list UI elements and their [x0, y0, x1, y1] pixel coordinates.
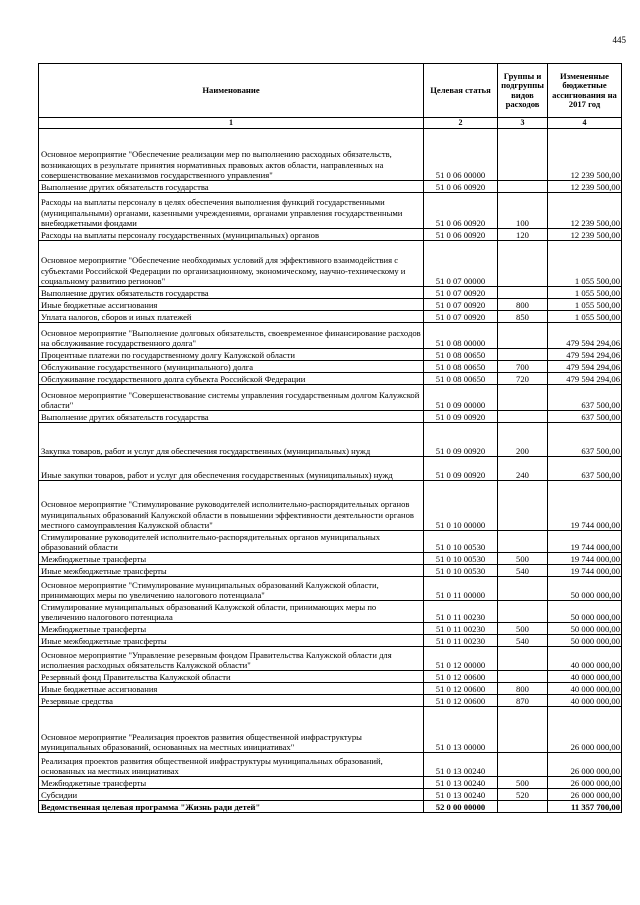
row-name: Выполнение других обязательств государства — [39, 181, 424, 193]
row-name: Резервные средства — [39, 695, 424, 707]
row-group — [498, 241, 548, 287]
row-amount: 1 055 500,00 — [548, 241, 622, 287]
row-amount: 637 500,00 — [548, 423, 622, 457]
row-name: Ведомственная целевая программа "Жизнь ради детей" — [39, 801, 424, 813]
table-row — [39, 671, 622, 683]
row-target-code: 51 0 12 00600 — [424, 671, 498, 683]
row-name: Межбюджетные трансферты — [39, 777, 424, 789]
row-name: Иные бюджетные ассигнования — [39, 299, 424, 311]
row-group — [498, 323, 548, 349]
row-group — [498, 671, 548, 683]
row-amount: 50 000 000,00 — [548, 601, 622, 623]
table-row — [39, 565, 622, 577]
row-amount: 50 000 000,00 — [548, 635, 622, 647]
table-row — [39, 411, 622, 423]
row-amount: 12 239 500,00 — [548, 229, 622, 241]
row-name: Основное мероприятие "Стимулирование муниципальных образований Калужской области, принимающих меры по увеличению налогового потенциала" — [39, 577, 424, 601]
row-target-code: 51 0 09 00000 — [424, 385, 498, 411]
table-row — [39, 241, 622, 287]
row-amount: 19 744 000,00 — [548, 531, 622, 553]
row-name: Иные бюджетные ассигнования — [39, 683, 424, 695]
row-name: Расходы на выплаты персоналу в целях обеспечения выполнения функций государственными (муниципальными) органами, казенными учреждениями, органами управления государственными внебюджетными фондами — [39, 193, 424, 229]
row-group: 850 — [498, 311, 548, 323]
row-target-code: 51 0 12 00600 — [424, 695, 498, 707]
row-target-code: 52 0 00 00000 — [424, 801, 498, 813]
row-group — [498, 577, 548, 601]
row-amount: 1 055 500,00 — [548, 287, 622, 299]
row-target-code: 51 0 06 00920 — [424, 229, 498, 241]
table-row — [39, 457, 622, 481]
row-amount: 50 000 000,00 — [548, 623, 622, 635]
row-group: 540 — [498, 635, 548, 647]
row-target-code: 51 0 06 00000 — [424, 129, 498, 181]
row-amount: 19 744 000,00 — [548, 565, 622, 577]
row-amount: 19 744 000,00 — [548, 481, 622, 531]
column-number: 4 — [548, 118, 622, 129]
table-row — [39, 553, 622, 565]
row-target-code: 51 0 13 00240 — [424, 777, 498, 789]
row-target-code: 51 0 10 00530 — [424, 565, 498, 577]
row-name: Основное мероприятие "Управление резервным фондом Правительства Калужской области для исполнения расходных обязательств Калужской области" — [39, 647, 424, 671]
row-target-code: 51 0 08 00650 — [424, 361, 498, 373]
table-row — [39, 481, 622, 531]
row-group — [498, 647, 548, 671]
row-name: Обслуживание государственного долга субъекта Российской Федерации — [39, 373, 424, 385]
table-row — [39, 287, 622, 299]
row-name: Резервный фонд Правительства Калужской области — [39, 671, 424, 683]
row-group — [498, 707, 548, 753]
row-amount: 12 239 500,00 — [548, 181, 622, 193]
row-name: Расходы на выплаты персоналу государственных (муниципальных) органов — [39, 229, 424, 241]
row-group: 720 — [498, 373, 548, 385]
row-target-code: 51 0 07 00920 — [424, 299, 498, 311]
table-row — [39, 789, 622, 801]
row-group: 800 — [498, 299, 548, 311]
row-name: Обслуживание государственного (муниципального) долга — [39, 361, 424, 373]
row-target-code: 51 0 11 00230 — [424, 623, 498, 635]
row-group — [498, 601, 548, 623]
row-group: 800 — [498, 683, 548, 695]
row-name: Закупка товаров, работ и услуг для обеспечения государственных (муниципальных) нужд — [39, 423, 424, 457]
row-name: Межбюджетные трансферты — [39, 623, 424, 635]
row-target-code: 51 0 07 00000 — [424, 241, 498, 287]
row-name: Основное мероприятие "Выполнение долговых обязательств, своевременное финансирование расходов на обслуживание государственного долга" — [39, 323, 424, 349]
row-amount: 11 357 700,00 — [548, 801, 622, 813]
row-group: 500 — [498, 623, 548, 635]
header-name: Наименование — [39, 64, 424, 118]
row-amount: 479 594 294,06 — [548, 349, 622, 361]
row-group: 200 — [498, 423, 548, 457]
table-row — [39, 385, 622, 411]
row-target-code: 51 0 11 00230 — [424, 635, 498, 647]
row-amount: 26 000 000,00 — [548, 789, 622, 801]
table-row — [39, 695, 622, 707]
row-name: Основное мероприятие "Обеспечение необходимых условий для эффективного взаимодействия с субъектами Российской Федерации по организационному, экономическому, научно-техническому и социальному развитию регионов" — [39, 241, 424, 287]
row-target-code: 51 0 06 00920 — [424, 193, 498, 229]
table-row — [39, 193, 622, 229]
table-row — [39, 635, 622, 647]
header-target: Целевая статья — [424, 64, 498, 118]
row-amount: 26 000 000,00 — [548, 707, 622, 753]
row-group — [498, 181, 548, 193]
row-target-code: 51 0 09 00920 — [424, 411, 498, 423]
table-row — [39, 129, 622, 181]
table-row — [39, 323, 622, 349]
row-amount: 12 239 500,00 — [548, 129, 622, 181]
row-group — [498, 531, 548, 553]
row-target-code: 51 0 07 00920 — [424, 311, 498, 323]
table-row — [39, 753, 622, 777]
row-amount: 40 000 000,00 — [548, 671, 622, 683]
row-name: Уплата налогов, сборов и иных платежей — [39, 311, 424, 323]
table-row — [39, 531, 622, 553]
row-amount: 26 000 000,00 — [548, 777, 622, 789]
row-group — [498, 287, 548, 299]
table-row — [39, 577, 622, 601]
row-name: Иные закупки товаров, работ и услуг для обеспечения государственных (муниципальных) нужд — [39, 457, 424, 481]
table-row — [39, 647, 622, 671]
row-group: 100 — [498, 193, 548, 229]
table-row — [39, 361, 622, 373]
row-name: Реализация проектов развития общественной инфраструктуры муниципальных образований, основанных на местных инициативах — [39, 753, 424, 777]
row-target-code: 51 0 11 00000 — [424, 577, 498, 601]
budget-table — [38, 63, 622, 813]
row-group: 870 — [498, 695, 548, 707]
row-name: Основное мероприятие "Стимулирование руководителей исполнительно-распорядительных органов муниципальных образований Калужской области в повышении эффективности деятельности органов местного самоуправления Калужской области" — [39, 481, 424, 531]
row-target-code: 51 0 10 00000 — [424, 481, 498, 531]
column-number: 1 — [39, 118, 424, 129]
row-target-code: 51 0 09 00920 — [424, 423, 498, 457]
row-target-code: 51 0 13 00240 — [424, 753, 498, 777]
row-amount: 1 055 500,00 — [548, 299, 622, 311]
row-group: 540 — [498, 565, 548, 577]
table-row — [39, 707, 622, 753]
row-amount: 12 239 500,00 — [548, 193, 622, 229]
row-target-code: 51 0 10 00530 — [424, 531, 498, 553]
row-group: 240 — [498, 457, 548, 481]
row-amount: 1 055 500,00 — [548, 311, 622, 323]
table-row — [39, 423, 622, 457]
column-number: 3 — [498, 118, 548, 129]
row-amount: 26 000 000,00 — [548, 753, 622, 777]
row-amount: 637 500,00 — [548, 385, 622, 411]
row-name: Иные межбюджетные трансферты — [39, 635, 424, 647]
row-group: 500 — [498, 777, 548, 789]
row-amount: 479 594 294,06 — [548, 323, 622, 349]
row-group — [498, 349, 548, 361]
row-name: Основное мероприятие "Обеспечение реализации мер по выполнению расходных обязательств, возникающих в результате принятия нормативных правовых актов области, направленных на совершенствование механизмов государственного управления" — [39, 129, 424, 181]
table-row — [39, 311, 622, 323]
row-target-code: 51 0 08 00000 — [424, 323, 498, 349]
row-name: Основное мероприятие "Совершенствование системы управления государственным долгом Калужской области" — [39, 385, 424, 411]
row-target-code: 51 0 06 00920 — [424, 181, 498, 193]
row-amount: 637 500,00 — [548, 457, 622, 481]
row-name: Субсидии — [39, 789, 424, 801]
table-row — [39, 349, 622, 361]
table-row — [39, 181, 622, 193]
table-row — [39, 623, 622, 635]
header-group: Группы и подгруппы видов расходов — [498, 64, 548, 118]
page-number: 445 — [612, 35, 626, 45]
row-name: Выполнение других обязательств государства — [39, 287, 424, 299]
row-amount: 479 594 294,06 — [548, 361, 622, 373]
table-row — [39, 777, 622, 789]
row-target-code: 51 0 09 00920 — [424, 457, 498, 481]
row-target-code: 51 0 08 00650 — [424, 373, 498, 385]
row-group — [498, 753, 548, 777]
row-target-code: 51 0 08 00650 — [424, 349, 498, 361]
row-group: 500 — [498, 553, 548, 565]
table-row — [39, 229, 622, 241]
row-target-code: 51 0 12 00600 — [424, 683, 498, 695]
row-name: Основное мероприятие "Реализация проектов развития общественной инфраструктуры муниципальных образований, основанных на местных инициативах" — [39, 707, 424, 753]
row-name: Выполнение других обязательств государства — [39, 411, 424, 423]
row-amount: 19 744 000,00 — [548, 553, 622, 565]
row-group — [498, 481, 548, 531]
table-row — [39, 801, 622, 813]
table-row — [39, 299, 622, 311]
column-number-row — [39, 118, 622, 129]
row-group: 700 — [498, 361, 548, 373]
row-amount: 479 594 294,06 — [548, 373, 622, 385]
row-group — [498, 801, 548, 813]
row-group — [498, 129, 548, 181]
table-row — [39, 601, 622, 623]
row-target-code: 51 0 07 00920 — [424, 287, 498, 299]
row-amount: 40 000 000,00 — [548, 683, 622, 695]
row-target-code: 51 0 12 00000 — [424, 647, 498, 671]
table-row — [39, 373, 622, 385]
row-amount: 50 000 000,00 — [548, 577, 622, 601]
row-group: 120 — [498, 229, 548, 241]
row-target-code: 51 0 11 00230 — [424, 601, 498, 623]
row-amount: 637 500,00 — [548, 411, 622, 423]
row-group: 520 — [498, 789, 548, 801]
header-amount: Измененные бюджетные ассигнования на 2017 год — [548, 64, 622, 118]
row-target-code: 51 0 13 00240 — [424, 789, 498, 801]
row-name: Стимулирование муниципальных образований Калужской области, принимающих меры по увеличению налогового потенциала — [39, 601, 424, 623]
row-name: Межбюджетные трансферты — [39, 553, 424, 565]
row-amount: 40 000 000,00 — [548, 647, 622, 671]
row-target-code: 51 0 13 00000 — [424, 707, 498, 753]
row-amount: 40 000 000,00 — [548, 695, 622, 707]
table-row — [39, 683, 622, 695]
row-group — [498, 385, 548, 411]
row-group — [498, 411, 548, 423]
row-target-code: 51 0 10 00530 — [424, 553, 498, 565]
row-name: Стимулирование руководителей исполнительно-распорядительных органов муниципальных образований области — [39, 531, 424, 553]
header-row — [39, 64, 622, 118]
row-name: Процентные платежи по государственному долгу Калужской области — [39, 349, 424, 361]
row-name: Иные межбюджетные трансферты — [39, 565, 424, 577]
column-number: 2 — [424, 118, 498, 129]
